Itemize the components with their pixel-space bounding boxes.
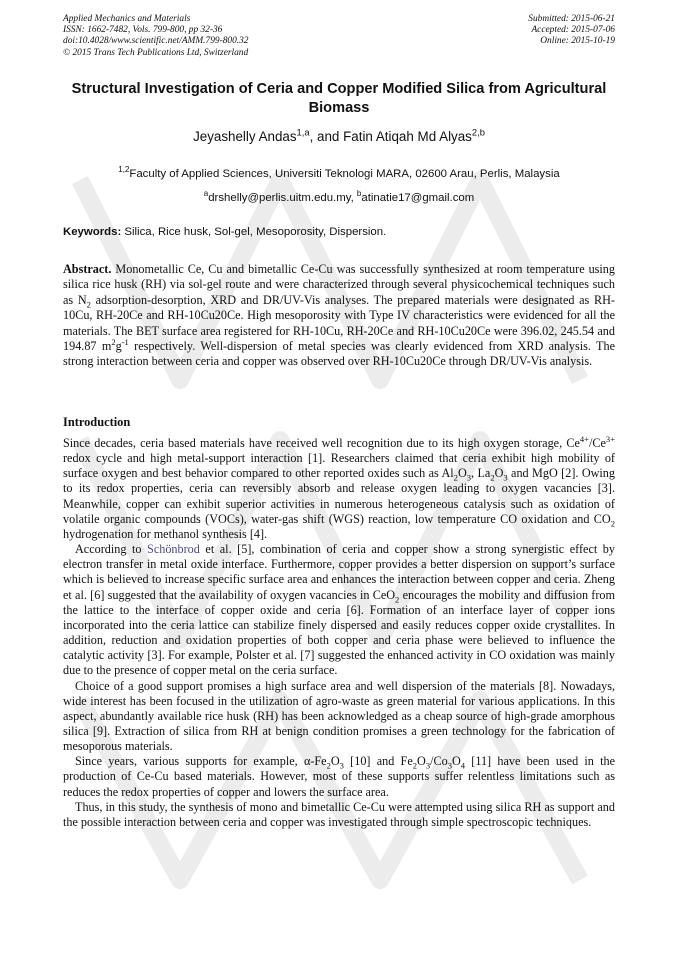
- author-1-affil: 1,a: [296, 127, 310, 138]
- intro-paragraph: Thus, in this study, the synthesis of mono and bimetallic Ce-Cu were attempted using silica RH as support and the possible interaction between ceria and copper was investigated through simple spectroscopic techniques.: [63, 799, 615, 829]
- paragraph-text: hydrogenation for methanol synthesis [4].: [63, 526, 268, 541]
- paragraph-text: encourages the mobility and diffusion from the lattice to the interface of copper oxide and ceria [6]. Formation of an interface layer of copper ions incorporated into the ceria lattice can stabilize finely dispersed and easily reduces copper oxide crystallites. In addition, reduction and oxidation properties of both copper and ceria phase were believed to influence the catalytic activity [3]. For example, Polster et al. [7] suggested the enhanced activity in CO oxidation was mainly due to the presence of copper metal on the ceria surface.: [63, 587, 615, 678]
- abstract-label: Abstract.: [63, 262, 112, 276]
- superscript: 2: [111, 336, 116, 347]
- intro-paragraph: [63, 542, 615, 678]
- intro-paragraph: [63, 754, 615, 799]
- email-line: [63, 189, 615, 204]
- paragraph-text: [11] have been used in the production of Ce-Cu based materials. However, most of these supports suffer relentless limitations such as reduces the redox properties of copper and lowers the surface area.: [63, 754, 615, 799]
- affiliation-sup: 1,2: [118, 165, 130, 175]
- subscript: 3: [447, 760, 452, 771]
- paragraph-text: According to: [75, 542, 148, 557]
- abstract-text: g: [115, 339, 122, 354]
- paragraph-text: O: [457, 466, 467, 481]
- superscript: 3+: [605, 433, 615, 444]
- subscript: 2: [395, 594, 400, 604]
- author-1: Jeyashelly Andas: [193, 129, 297, 144]
- publication-dates: [528, 14, 615, 48]
- introduction-body: [63, 433, 615, 830]
- subscript: 4: [460, 760, 466, 771]
- paragraph-text: Since years, various supports for example, α-Fe: [75, 754, 327, 769]
- subscript: 2: [453, 472, 458, 483]
- author-separator: , and: [309, 129, 344, 144]
- paragraph-text: Since decades, ceria based materials have received well recognition due to its high oxygen storage, Ce: [63, 436, 580, 450]
- subscript: 2: [490, 472, 495, 483]
- issn: ISSN: 1662-7482, Vols. 799-800, pp 32-36: [63, 25, 223, 36]
- paragraph-text: O: [417, 754, 426, 769]
- copyright: © 2015 Trans Tech Publications Ltd, Switzerland: [63, 47, 249, 58]
- paragraph-text: O: [451, 754, 461, 769]
- abstract-text: respectively. Well-dispersion of metal species was clearly evidenced from XRD analysis. The strong interaction between ceria and copper was observed over RH-10Cu20Ce through DR/UV-Vis analysis.: [63, 339, 615, 369]
- abstract: [63, 262, 615, 370]
- superscript: 4+: [579, 433, 589, 444]
- section-heading-introduction: Introduction: [63, 415, 131, 429]
- paragraph-text: and MgO [2]. Owing to its redox properties, ceria can reversibly absorb and release oxygen leading to oxygen vacancies [3]. Meanwhile, copper can exhibit superior activities in numerous heterogeneous catalysis such as oxidation of volatile organic compounds (VOCs), water-gas shift (WGS) reaction, low temperature CO oxidation and CO: [63, 466, 615, 526]
- abstract-text: adsorption-desorption, XRD and DR/UV-Vis analyses. The prepared materials were designated as RH-10Cu, RH-20Ce and RH-10Cu20Ce. High mesoporosity with Type IV characteristics were evidenced for all the materials. The BET surface area registered for RH-10Cu, RH-20Ce and RH-10Cu20Ce were 396.02, 245.54 and 194.87 m: [63, 292, 615, 354]
- author-2: Fatin Atiqah Md Alyas: [343, 129, 472, 144]
- citation-link[interactable]: Schönbrod: [147, 542, 200, 557]
- subscript: 2: [326, 760, 331, 771]
- subscript: 3: [466, 472, 472, 483]
- doi: doi:10.4028/www.scientific.net/AMM.799-800.32: [63, 36, 249, 47]
- paragraph-text: /Co: [430, 754, 448, 769]
- accepted-date: Accepted: 2015-07-06: [531, 25, 615, 36]
- subscript: 3: [425, 760, 431, 771]
- keywords-label: Keywords:: [63, 226, 122, 238]
- paragraph-text: , La: [471, 466, 491, 481]
- keywords: [63, 226, 615, 238]
- online-date: Online: 2015-10-19: [540, 36, 615, 47]
- subscript: 2: [412, 760, 417, 771]
- paper-title: Structural Investigation of Ceria and Copper Modified Silica from Agricultural Biomass: [71, 81, 607, 116]
- journal-name: Applied Mechanics and Materials: [63, 14, 191, 24]
- affiliation: [63, 165, 615, 180]
- email-a-sup: a: [203, 189, 209, 199]
- superscript: -1: [121, 336, 129, 347]
- author-list: [63, 129, 615, 144]
- intro-paragraph: [63, 433, 615, 542]
- subscript: 2: [610, 518, 615, 529]
- paragraph-text: [10] and Fe: [343, 754, 413, 769]
- email-b-sup: b: [356, 189, 362, 199]
- paragraph-text: O: [330, 754, 340, 769]
- intro-paragraph: Choice of a good support promises a high surface area and well dispersion of the materials [8]. Nowadays, wide interest has been focused in the utilization of agro-waste as green material for various applications. In this aspect, abundantly available rice husk (RH) has been acknowledged as a cheap source of high-grade amorphous silica [9]. Extraction of silica from RH at benign condition promises a green technology for the fabrication of mesoporous materials.: [63, 678, 615, 754]
- submitted-date: Submitted: 2015-06-21: [528, 14, 615, 24]
- author-2-affil: 2,b: [471, 127, 485, 138]
- affiliation-text: Faculty of Applied Sciences, Universiti Teknologi MARA, 02600 Arau, Perlis, Malaysia: [129, 168, 560, 180]
- paragraph-text: redox cycle and high metal-support interaction [1]. Researchers claimed that ceria exhibit high mobility of surface oxygen and best behavior compared to other reported oxides such as Al: [63, 451, 615, 481]
- email-b[interactable]: atinatie17@gmail.com: [361, 192, 475, 204]
- subscript: 3: [503, 472, 508, 483]
- paragraph-text: /Ce: [588, 436, 606, 450]
- keywords-text: Silica, Rice husk, Sol-gel, Mesoporosity, Dispersion.: [121, 226, 387, 238]
- email-a[interactable]: drshelly@perlis.uitm.edu.my,: [208, 192, 357, 204]
- paragraph-text: O: [494, 466, 504, 481]
- journal-info: [63, 14, 248, 59]
- subscript: 3: [339, 760, 344, 771]
- subscript: 2: [86, 299, 91, 310]
- paragraph-text: et al. [5], combination of ceria and copper show a strong synergistic effect by electron transfer in metal oxide interface. Furthermore, copper provides a better dispersion on support’s surface which is believed to increase specific surface area and enhances the interaction between copper and ceria. Zheng et al. [6] suggested that the availability of oxygen vacancies in CeO: [63, 542, 615, 602]
- abstract-text: Monometallic Ce, Cu and bimetallic Ce-Cu was successfully synthesized at room temperature using silica rice husk (RH) via sol-gel route and were characterized through several physicochemical techniques such as N: [63, 262, 615, 307]
